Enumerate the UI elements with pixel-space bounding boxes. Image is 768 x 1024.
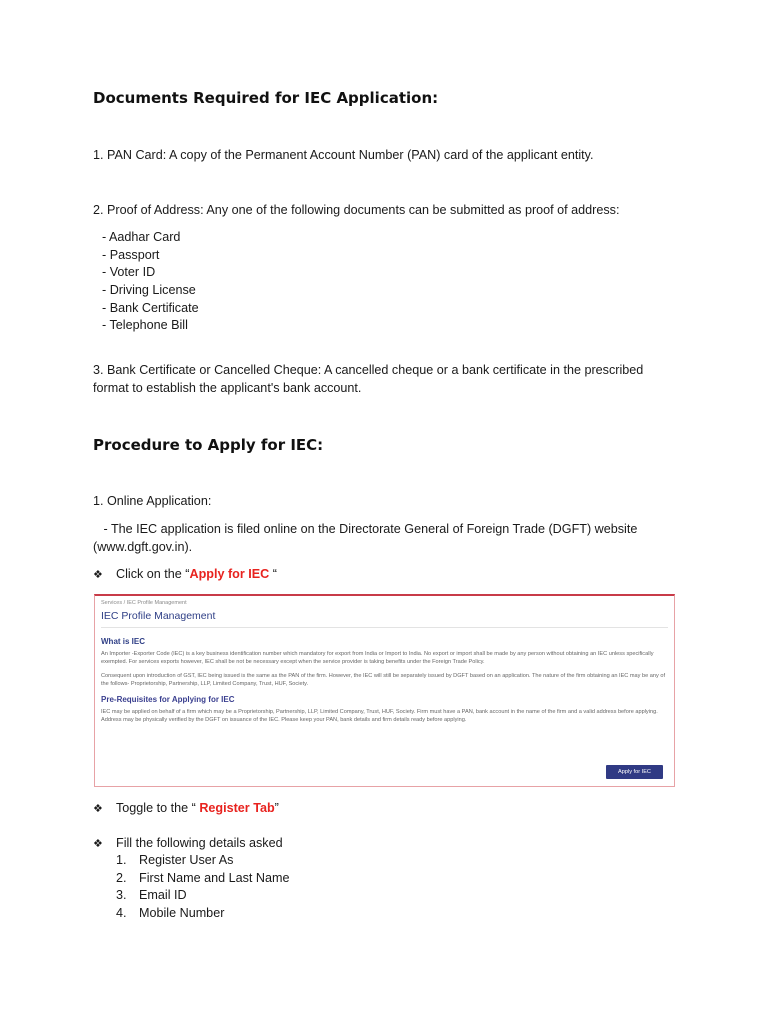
list-item: 2. First Name and Last Name xyxy=(116,870,290,885)
bank-certificate-item-line2: format to establish the applicant's bank account. xyxy=(93,381,362,395)
list-item: 4. Mobile Number xyxy=(116,906,225,921)
screenshot-title: IEC Profile Management xyxy=(101,610,216,622)
list-item: - Aadhar Card xyxy=(102,230,181,244)
prerequisites-paragraph: IEC may be applied on behalf of a firm which may be a Proprietorship, Partnership, LLP, Limited Company, Trust, HUF, Society. Firm must have a PAN, bank account in the name of the firm and a valid address before applying. Address may be physically verified by the DGFT on issuance of the IEC. Please keep your PAN, bank details and firm details ready before applying. xyxy=(101,708,658,724)
toggle-register-step: ❖ Toggle to the “ Register Tab” xyxy=(93,800,279,819)
prerequisites-heading: Pre-Requisites for Applying for IEC xyxy=(101,694,235,704)
what-is-iec-heading: What is IEC xyxy=(101,637,146,646)
registration-fields-list xyxy=(116,852,289,923)
pan-card-item: 1. PAN Card: A copy of the Permanent Account Number (PAN) card of the applicant entity. xyxy=(93,148,594,162)
what-is-iec-paragraph-2: Consequent upon introduction of GST, IEC being issued is the same as the PAN of the firm. However, the IEC will still be separately issued by DGFT based on an application. The nature of the firm obtaining an IEC may be any of the follows- Proprietorship, Partnership, LLP, Limited Company, Trust, HUF, Society. xyxy=(101,672,666,688)
divider xyxy=(101,627,668,628)
apply-for-iec-highlight: Apply for IEC xyxy=(189,567,270,581)
list-item: - Telephone Bill xyxy=(102,318,188,333)
bank-certificate-item-line1: 3. Bank Certificate or Cancelled Cheque: A cancelled cheque or a bank certificate in the prescribed xyxy=(93,363,644,377)
iec-profile-screenshot xyxy=(94,594,675,787)
proof-of-address-item: 2. Proof of Address: Any one of the following documents can be submitted as proof of address: xyxy=(93,203,620,217)
diamond-bullet-icon: ❖ xyxy=(93,569,103,581)
online-application-item: 1. Online Application: xyxy=(93,494,212,508)
online-application-desc-line2: (www.dgft.gov.in). xyxy=(93,540,193,554)
online-application-desc-line1: - The IEC application is filed online on the Directorate General of Foreign Trade (DGFT) website xyxy=(93,522,638,536)
diamond-bullet-icon: ❖ xyxy=(93,803,103,815)
list-item: 3. Email ID xyxy=(116,888,187,903)
breadcrumb: Services / IEC Profile Management xyxy=(101,600,187,606)
list-item: - Passport xyxy=(102,247,160,262)
address-document-list xyxy=(102,229,199,335)
register-tab-highlight: Register Tab xyxy=(199,801,275,815)
list-item: - Driving License xyxy=(102,283,196,298)
documents-heading: Documents Required for IEC Application: xyxy=(93,89,439,107)
diamond-bullet-icon: ❖ xyxy=(93,838,103,850)
list-item: - Bank Certificate xyxy=(102,300,199,315)
apply-for-iec-button[interactable]: Apply for IEC xyxy=(606,765,663,779)
click-apply-step: ❖ Click on the “Apply for IEC “ xyxy=(93,566,277,585)
list-item: 1. Register User As xyxy=(116,853,234,867)
fill-details-step: ❖ Fill the following details asked xyxy=(93,835,283,854)
list-item: - Voter ID xyxy=(102,265,156,280)
procedure-heading: Procedure to Apply for IEC: xyxy=(93,436,324,454)
what-is-iec-paragraph-1: An Importer -Exporter Code (IEC) is a key business identification number which mandatory for export from India or Import to India. No export or import shall be made by any person without obtaining an IEC unless specifically exempted. For services exports however, IEC shall be not be necessary except when the service provider is taking benefits under the Foreign Trade Policy. xyxy=(101,651,654,666)
